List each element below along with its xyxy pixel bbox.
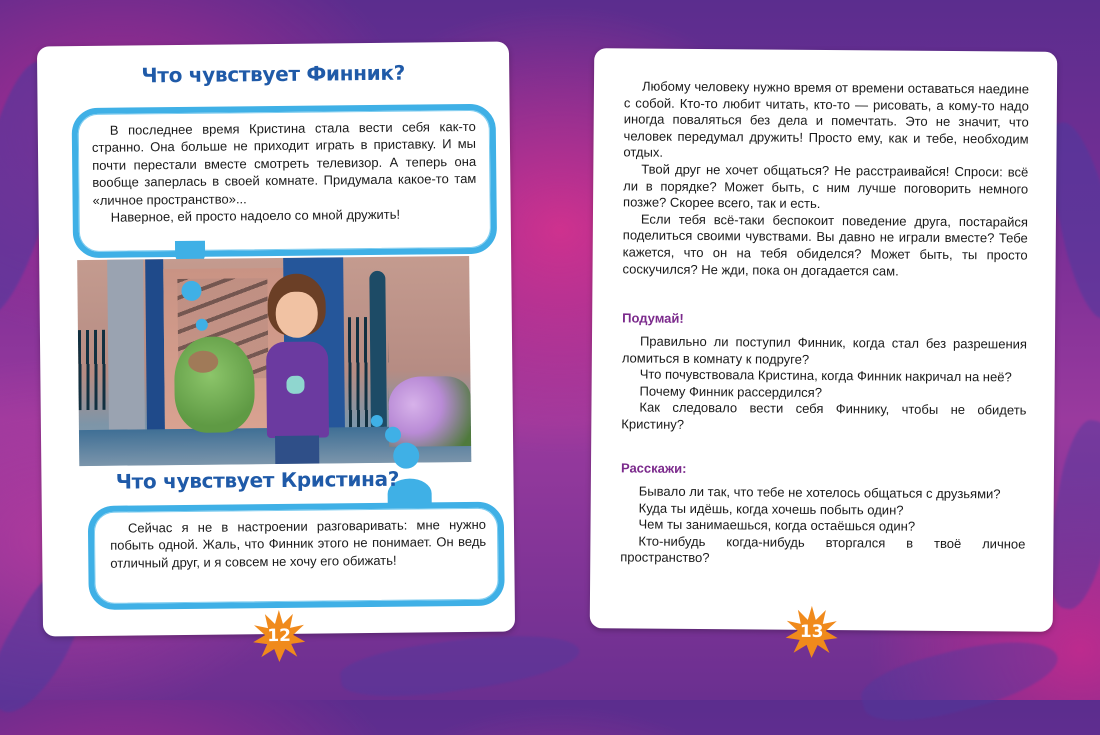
page-number: 12 [267, 625, 292, 647]
kristina-speech-bubble [88, 502, 505, 610]
tell-heading: Расскажи: [620, 460, 687, 476]
thought-dot [196, 319, 208, 331]
door-frame [145, 259, 165, 449]
intro-paragraph: Твой друг не хочет общаться? Не расстраивайся! Спроси: всё ли в порядке? Может быть, с ним лучше поговорить немного позже? Скорее всего, так и есть. [623, 161, 1029, 212]
finnik-character [174, 336, 255, 433]
page-number-badge [786, 606, 838, 658]
background-brush-stroke [338, 624, 583, 707]
intro-paragraph: Любому человеку нужно время от времени оставаться наедине с собой. Кто-то любит читать, кто-то — рисовать, а кому-то надо иногда поваляться без дела и помечтать. Это не значит, что человек передумал дружить! Просто ему, как и тебе, необходим отдых. [623, 78, 1030, 161]
finnik-speech-bubble [72, 104, 498, 258]
kristina-face [276, 292, 318, 338]
background-brush-stroke [856, 625, 1065, 735]
think-section [621, 310, 1027, 436]
kristina-bubble-paragraph: Сейчас я не в настроении разговаривать: мне нужно побыть одной. Жаль, что Финник этого не понимает. Он ведь отличный друг, и я совсем не хочу его обижать! [110, 516, 487, 571]
kristina-heading: Что чувствует Кристина? [115, 466, 400, 494]
finnik-bubble-paragraph: Наверное, ей просто надоело со мной дружить! [110, 206, 401, 225]
thought-dot [393, 443, 419, 469]
page-number-badge [253, 610, 306, 663]
tell-section [620, 460, 1026, 569]
left-page [37, 42, 515, 647]
illustration-finnik-kristina [77, 256, 471, 466]
think-question: Почему Финник рассердился? [639, 383, 823, 400]
right-page [590, 48, 1058, 643]
think-heading: Подумай! [622, 310, 684, 326]
page-number: 13 [799, 621, 824, 643]
tell-question: Кто-нибудь когда-нибудь вторгался в твоё личное пространство? [620, 533, 1026, 566]
think-question: Правильно ли поступил Финник, когда стал без разрешения ломиться в комнату к подруге? [621, 333, 1028, 367]
thought-dot [371, 415, 383, 427]
finnik-heading: Что чувствует Финник? [141, 60, 406, 88]
think-question: Что почувствовала Кристина, когда Финник накричал на неё? [639, 366, 1012, 385]
kristina-shirt-print [286, 376, 304, 394]
kristina-jeans [275, 436, 319, 464]
porch-post [369, 271, 387, 427]
porch-column [107, 259, 145, 429]
think-question: Как следовало вести себя Финнику, чтобы не обидеть Кристину? [621, 399, 1027, 432]
finnik-bubble-paragraph: В последнее время Кристина стала вести себя как-то странно. Она больше не приходит играть в приставку. И мы почти перестали вместе смотреть телевизор. А теперь она вообще заперлась в своей комнате. Придумала какое-то там «личное пространство»... [91, 118, 477, 208]
thought-dot [181, 281, 201, 301]
tell-question: Куда ты идёшь, когда хочешь побыть один? [638, 500, 904, 518]
intro-text [622, 78, 1029, 280]
tell-question: Чем ты занимаешься, когда остаёшься один? [638, 516, 916, 534]
railing-left [78, 330, 109, 410]
thought-dot [385, 427, 401, 443]
tell-question: Бывало ли так, что тебе не хотелось общаться с друзьями? [638, 483, 1001, 502]
intro-paragraph: Если тебя всё-таки беспокоит поведение друга, постарайся поделиться своими чувствами. Вы давно не играли вместе? Тебе кажется, что он на тебя обиделся? Может быть, ты просто соскучился? Не жди, пока он догадается сам. [622, 211, 1028, 279]
